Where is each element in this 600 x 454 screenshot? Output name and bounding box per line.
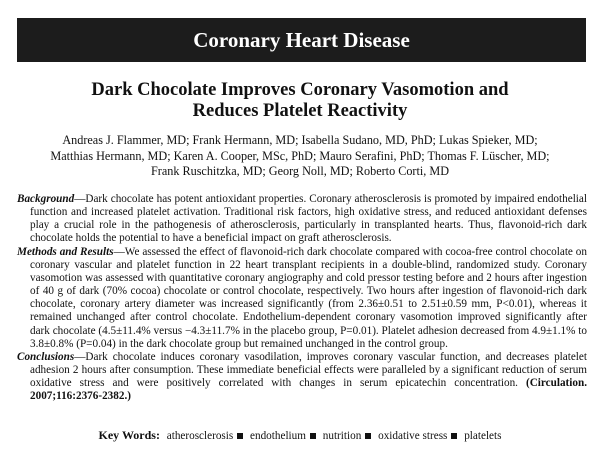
keyword: atherosclerosis [166, 430, 234, 442]
conclusions-text: —Dark chocolate induces coronary vasodilation, improves coronary vascular function, and decreases platelet adhesion 2 hours after consumption. These immediate beneficial effects were paralleled by a significant reduction of serum oxidative stress and were positively correlated with changes in serum epicatechin concentration. [30, 350, 587, 390]
keyword: nutrition [322, 430, 362, 442]
methods-text: —We assessed the effect of flavonoid-rich dark chocolate compared with cocoa-free control chocolate on coronary vascular and platelet function in 22 heart transplant recipients in a double-blind, randomized study. Coronary vasomotion was assessed with quantitative coronary angiography and cold pressor testing before and 2 hours after ingestion of 40 g of dark (70% cocoa) chocolate or control chocolate, respectively. Two hours after ingestion of flavonoid-rich dark chocolate, coronary artery diameter was increased significantly (from 2.36±0.51 to 2.51±0.59 mm, P<0.01), whereas it remained unchanged after control chocolate. Endothelium-dependent coronary vasomotion improved significantly after dark chocolate (4.5±11.4% versus −4.3±11.7% in the placebo group, P=0.01). Platelet adhesion decreased from 4.9±1.1% to 3.8±0.8% (P=0.04) in the dark chocolate group but remained unchanged in the control group. [30, 245, 587, 350]
keyword: oxidative stress [378, 430, 448, 442]
square-bullet-icon [451, 433, 457, 439]
square-bullet-icon [365, 433, 371, 439]
square-bullet-icon [310, 433, 316, 439]
background-text: —Dark chocolate has potent antioxidant properties. Coronary atherosclerosis is promoted by impaired endothelial function and increased platelet activation. Traditional risk factors, high oxidative stress, and reduced antioxidant defenses play a crucial role in the pathogenesis of atherosclerosis, particularly in transplanted hearts. Thus, flavonoid-rich dark chocolate holds the potential to have a beneficial impact on graft atherosclerosis. [30, 193, 587, 245]
article-title [0, 80, 600, 122]
authors-line-3: Frank Ruschitzka, MD; Georg Noll, MD; Roberto Corti, MD [150, 164, 449, 178]
title-line-2: Reduces Platelet Reactivity [192, 101, 408, 121]
title-line-1: Dark Chocolate Improves Coronary Vasomotion and [91, 80, 509, 100]
authors-line-2: Matthias Hermann, MD; Karen A. Cooper, MSc, PhD; Mauro Serafini, PhD; Thomas F. Lüscher, MD; [50, 148, 550, 163]
keyword: platelets [464, 430, 502, 442]
conclusions-label: Conclusions [17, 350, 75, 363]
authors-line-1: Andreas J. Flammer, MD; Frank Hermann, MD; Isabella Sudano, MD, PhD; Lukas Spieker, MD; [62, 133, 538, 147]
abstract-conclusions [17, 351, 587, 404]
author-list [10, 133, 590, 180]
abstract [17, 193, 587, 404]
section-banner: Coronary Heart Disease [17, 18, 586, 62]
key-words-label: Key Words: [98, 428, 160, 442]
abstract-background [17, 193, 587, 246]
key-words [0, 428, 600, 443]
citation: (Circulation. 2007;116:2376-2382.) [30, 377, 587, 403]
abstract-methods [17, 246, 587, 351]
background-label: Background [17, 193, 75, 205]
keyword: endothelium [250, 430, 306, 442]
square-bullet-icon [237, 433, 243, 439]
methods-label: Methods and Results [17, 245, 114, 258]
